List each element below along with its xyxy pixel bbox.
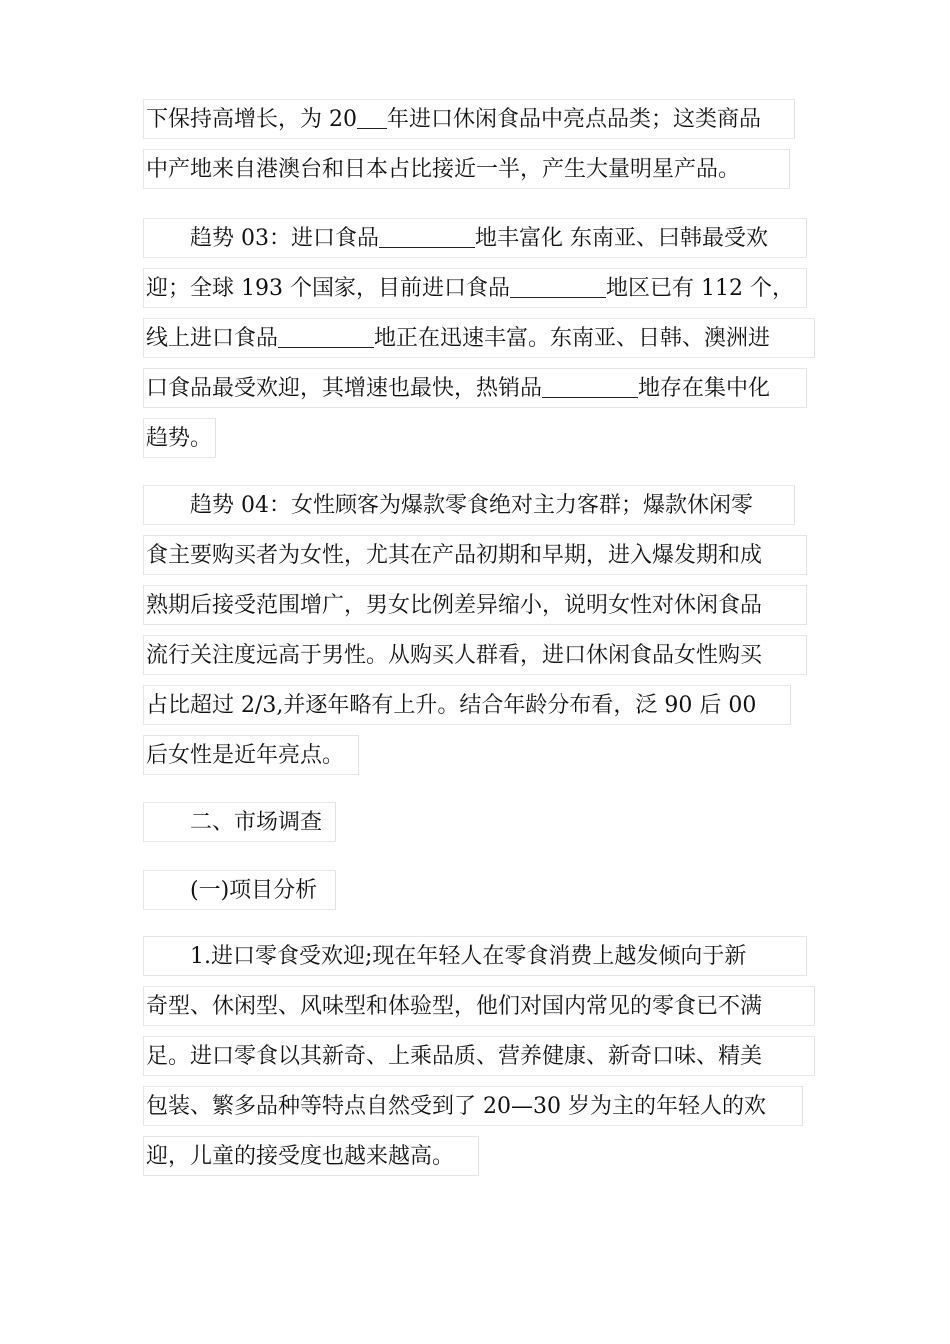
text-segment: 足。进口零食以其新奇、上乘品质、营养健康、新奇口味、精美 xyxy=(146,1044,763,1069)
text-line xyxy=(143,485,795,525)
text-line xyxy=(143,1086,803,1126)
text-line xyxy=(143,585,807,625)
paragraph-trend-04 xyxy=(143,485,807,785)
text-line xyxy=(143,318,815,358)
text-line xyxy=(143,368,807,408)
text-line xyxy=(143,802,336,842)
text-line xyxy=(143,218,807,258)
text-segment: 1.进口零食受欢迎;现在年轻人在零食消费上越发倾向于新 xyxy=(190,944,747,969)
text-segment: 奇型、休闲型、风味型和体验型，他们对国内常见的零食已不满 xyxy=(146,994,763,1019)
fill-blank xyxy=(510,275,606,298)
text-line xyxy=(143,870,336,910)
text-segment: 熟期后接受范围增广，男女比例差异缩小，说明女性对休闲食品 xyxy=(146,593,763,618)
text-segment: 迎，儿童的接受度也越来越高。 xyxy=(146,1144,455,1169)
text-segment: 下保持高增长，为 20 xyxy=(146,107,357,132)
text-segment: 趋势 03：进口食品 xyxy=(190,226,379,251)
text-segment: 包装、繁多品种等特点自然受到了 20—30 岁为主的年轻人的欢 xyxy=(146,1094,766,1119)
text-segment: 地丰富化 东南亚、曰韩最受欢 xyxy=(475,226,768,251)
text-segment: 二、市场调查 xyxy=(190,810,323,835)
fill-blank xyxy=(278,325,374,348)
section-heading xyxy=(143,802,336,852)
text-segment: (一)项目分析 xyxy=(190,878,318,903)
text-line xyxy=(143,936,807,976)
text-segment: 后女性是近年亮点。 xyxy=(146,743,345,768)
text-line xyxy=(143,268,807,308)
paragraph-trend-02-continued xyxy=(143,99,795,199)
text-segment: 线上进口食品 xyxy=(146,326,279,351)
fill-blank xyxy=(379,225,475,248)
paragraph-imported-snacks xyxy=(143,936,815,1186)
text-segment: 年进口休闲食品中亮点品类；这类商品 xyxy=(387,107,762,132)
text-segment: 流行关注度远高于男性。从购买人群看，进口休闲食品女性购买 xyxy=(146,643,763,668)
paragraph-trend-03 xyxy=(143,218,815,468)
text-line xyxy=(143,1036,815,1076)
subsection-heading xyxy=(143,870,336,920)
fill-blank xyxy=(357,106,387,129)
text-line xyxy=(143,735,359,775)
text-segment: 迎；全球 193 个国家，目前进口食品 xyxy=(146,276,510,301)
text-segment: 地区已有 112 个， xyxy=(605,276,794,301)
text-segment: 趋势。 xyxy=(146,426,213,451)
text-segment: 地正在迅速丰富。东南亚、日韩、澳洲进 xyxy=(374,326,771,351)
text-segment: 口食品最受欢迎，其增速也最快，热销品 xyxy=(146,376,543,401)
text-line xyxy=(143,99,795,139)
text-segment: 地存在集中化 xyxy=(638,376,771,401)
text-line xyxy=(143,149,790,189)
text-segment: 中产地来自港澳台和日本占比接近一半，产生大量明星产品。 xyxy=(146,157,741,182)
text-line xyxy=(143,1136,479,1176)
text-segment: 趋势 04：女性顾客为爆款零食绝对主力客群；爆款休闲零 xyxy=(190,493,753,518)
text-segment: 食主要购买者为女性，尤其在产品初期和早期，进入爆发期和成 xyxy=(146,543,763,568)
text-line xyxy=(143,535,807,575)
text-line xyxy=(143,685,791,725)
text-line xyxy=(143,418,216,458)
fill-blank xyxy=(542,375,638,398)
text-line xyxy=(143,635,807,675)
text-segment: 占比超过 2/3,并逐年略有上升。结合年龄分布看，泛 90 后 00 xyxy=(146,693,757,718)
text-line xyxy=(143,986,815,1026)
